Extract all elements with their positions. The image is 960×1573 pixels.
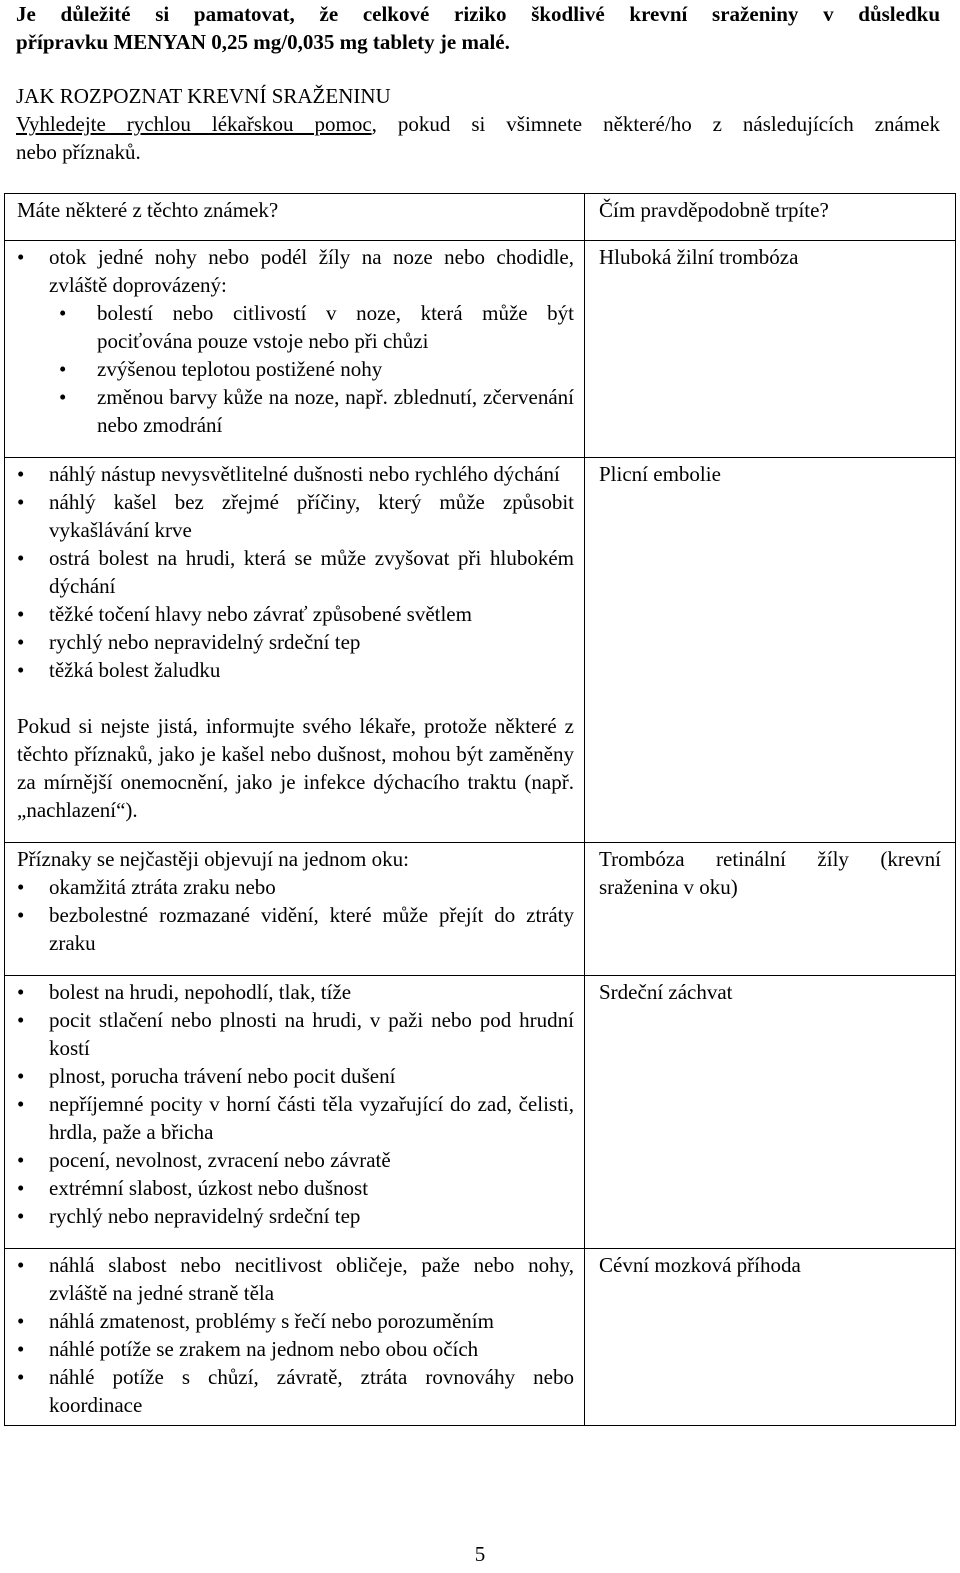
list-item: • nepříjemné pocity v horní části těla vyzařující do zad, čelisti, hrdla, paže a břicha [17, 1090, 574, 1146]
header-right-cell [585, 194, 956, 241]
diagnosis-label: Trombóza retinální žíly (krevní sraženina v oku) [599, 847, 941, 899]
symptoms-cell [5, 843, 585, 976]
section-lead [16, 110, 940, 166]
diagnosis-label: Plicní embolie [599, 462, 721, 486]
symptom-list [17, 1251, 574, 1419]
list-item: • bezbolestné rozmazané vidění, které může přejít do ztráty zraku [17, 901, 574, 957]
symptoms-cell [5, 1249, 585, 1426]
header-right: Čím pravděpodobně trpíte? [599, 198, 829, 222]
symptom-list [17, 243, 574, 439]
diagnosis-label: Hluboká žilní trombóza [599, 245, 799, 269]
list-item: • pocit stlačení nebo plnosti na hrudi, v paži nebo pod hrudní kostí [17, 1006, 574, 1062]
list-item: • rychlý nebo nepravidelný srdeční tep [17, 1202, 574, 1230]
header-left-cell [5, 194, 585, 241]
table-row [5, 843, 956, 976]
list-item: • náhlá slabost nebo necitlivost obličeje, paže nebo nohy, zvláště na jedné straně těla [17, 1251, 574, 1307]
note-paragraph: Pokud si nejste jistá, informujte svého lékaře, protože některé z těchto příznaků, jako je kašel nebo dušnost, mohou být zaměněny za mírnější onemocnění, jako je infekce dýchacího traktu (např. „nachlazení“). [17, 714, 574, 822]
diagnosis-cell [585, 1249, 956, 1426]
diagnosis-label: Cévní mozková příhoda [599, 1253, 801, 1277]
list-item: • otok jedné nohy nebo podél žíly na noze nebo chodidle, zvláště doprovázený: • bolestí nebo citlivostí v noze, která může být pociťována pouze vstoje nebo při chůzi • zvýšenou teplotou postižené nohy • změnou barvy kůže na noze, např. zblednutí, zčervenání nebo zmodrání [17, 243, 574, 439]
list-item: • náhlé potíže se zrakem na jednom nebo obou očích [17, 1335, 574, 1363]
list-item: • bolest na hrudi, nepohodlí, tlak, tíže [17, 978, 574, 1006]
page-number: 5 [474, 1542, 486, 1566]
symptom-list [17, 873, 574, 957]
list-item: • bolestí nebo citlivostí v noze, která může být pociťována pouze vstoje nebo při chůzi [17, 299, 574, 355]
symptoms-cell [5, 976, 585, 1249]
section-heading: JAK ROZPOZNAT KREVNÍ SRAŽENINU [16, 84, 391, 108]
diagnosis-label: Srdeční záchvat [599, 980, 733, 1004]
list-item: • ostrá bolest na hrudi, která se může zvyšovat při hlubokém dýchání [17, 544, 574, 600]
intro-line-1: Je důležité si pamatovat, že celkové riziko škodlivé krevní sraženiny v důsledku [16, 2, 940, 26]
list-item: • plnost, porucha trávení nebo pocit dušení [17, 1062, 574, 1090]
list-item: • extrémní slabost, úzkost nebo dušnost [17, 1174, 574, 1202]
lead-rest: , pokud si všimnete některé/ho z následujících známek [371, 112, 940, 136]
list-item: • náhlý nástup nevysvětlitelné dušnosti nebo rychlého dýchání [17, 460, 574, 488]
symptom-list [17, 460, 574, 684]
list-item: • těžké točení hlavy nebo závrať způsobené světlem [17, 600, 574, 628]
sub-symptom-list [17, 299, 574, 439]
symptoms-table [4, 193, 956, 1426]
symptoms-cell [5, 241, 585, 458]
list-item: • náhlé potíže s chůzí, závratě, ztráta rovnováhy nebo koordinace [17, 1363, 574, 1419]
intro-line-2: přípravku MENYAN 0,25 mg/0,035 mg tablety je malé. [16, 30, 510, 54]
list-item: • náhlá zmatenost, problémy s řečí nebo porozuměním [17, 1307, 574, 1335]
table-row [5, 1249, 956, 1426]
intro-warning [16, 0, 940, 56]
lead-line-1 [16, 110, 940, 138]
diagnosis-cell [585, 458, 956, 843]
symptoms-cell [5, 458, 585, 843]
list-item: • změnou barvy kůže na noze, např. zblednutí, zčervenání nebo zmodrání [17, 383, 574, 439]
diagnosis-cell [585, 843, 956, 976]
table-row [5, 976, 956, 1249]
diagnosis-cell [585, 241, 956, 458]
diagnosis-cell [585, 976, 956, 1249]
lead-line-2: nebo příznaků. [16, 140, 141, 164]
table-row [5, 458, 956, 843]
lead-underlined: Vyhledejte rychlou lékařskou pomoc [16, 112, 372, 136]
table-header-row [5, 194, 956, 241]
eye-symptoms-intro: Příznaky se nejčastěji objevují na jednom oku: [17, 847, 409, 871]
symptom-list [17, 978, 574, 1230]
list-item: • okamžitá ztráta zraku nebo [17, 873, 574, 901]
list-item: • rychlý nebo nepravidelný srdeční tep [17, 628, 574, 656]
table-row [5, 241, 956, 458]
list-item: • pocení, nevolnost, zvracení nebo závratě [17, 1146, 574, 1174]
list-item: • těžká bolest žaludku [17, 656, 574, 684]
header-left: Máte některé z těchto známek? [17, 198, 279, 222]
list-item: • náhlý kašel bez zřejmé příčiny, který může způsobit vykašlávání krve [17, 488, 574, 544]
list-item: • zvýšenou teplotou postižené nohy [17, 355, 574, 383]
